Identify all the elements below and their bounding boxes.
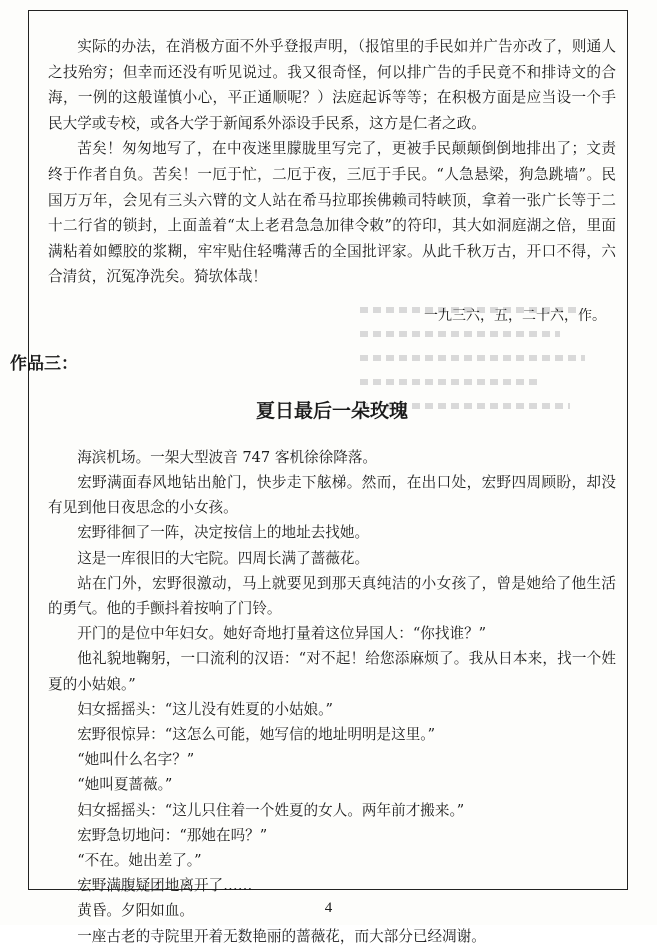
essay-paragraph-1: 实际的办法，在消极方面不外乎登报声明，（报馆里的手民如并广告亦改了，则通人之技殆穷；但幸而还没有听见说过。我又很奇怪，何以排广告的手民竟不和排诗文的合海，一例的这般谨慎小心，平正通顺呢？）法庭起诉等等；在积极方面是应当设一个手民大学或专校，或各大学于新闻系外添设手民系，这方是仁者之政。: [48, 38, 616, 132]
story-body: [48, 445, 616, 949]
story-paragraph: 宏野满腹疑团地离开了……: [77, 877, 253, 895]
story-paragraph: 宏野急切地问：“那她在吗？”: [77, 826, 268, 844]
story-paragraph: 宏野很惊异：“这怎么可能，她写信的地址明明是这里。”: [77, 725, 436, 743]
story-paragraph: “她叫什么名字？”: [77, 751, 195, 769]
story-paragraph: 妇女摇摇头：“这儿只住着一个姓夏的女人。两年前才搬来。”: [77, 801, 465, 819]
story-paragraph: 妇女摇摇头：“这儿没有姓夏的小姑娘。”: [77, 700, 333, 718]
story-paragraph: 海滨机场。一架大型波音 747 客机徐徐降落。: [77, 448, 378, 466]
story-paragraph: “她叫夏蔷薇。”: [77, 776, 173, 794]
essay-date: 一九三六，五，二十六，作。: [424, 307, 606, 324]
story-title: 夏日最后一朵玫瑰: [255, 400, 408, 423]
story-paragraph: 开门的是位中年妇女。她好奇地打量着这位异国人：“你找谁？”: [77, 625, 487, 643]
story-paragraph: 站在门外，宏野很激动，马上就要见到那天真纯洁的小女孩了，曾是她给了他生活的勇气。他的手颤抖着按响了门铃。: [48, 574, 616, 617]
essay-paragraph-2: 苦矣！匆匆地写了，在中夜迷里朦胧里写完了，更被手民颠颠倒倒地排出了；文责终于作者自负。苦矣！一厄于忙，二厄于夜，三厄于手民。“人急悬梁，狗急跳墙”。民国万万年，会见有三头六臂的文人站在希马拉耶挨佛赖司特峡顶，拿着一张广长等于二十二行省的锁封，上面盖着“太上老君急急加律令敕”的符印，其大如洞庭湖之倍，里面满粘着如鳔胶的浆糊，牢牢贴住轻嘴薄舌的全国批评家。从此千秋万古，开口不得，六合清贫，沉冤净洗矣。猗欤体哉！: [48, 140, 616, 286]
page-number: 4: [324, 900, 333, 916]
story-paragraph: 他礼貌地鞠躬，一口流利的汉语：“对不起！给您添麻烦了。我从日本来，找一个姓夏的小姑娘。”: [48, 650, 616, 693]
page-content: [10, 34, 616, 949]
story-paragraph: 一座古老的寺院里开着无数艳丽的蔷薇花，而大部分已经凋谢。: [77, 927, 486, 945]
story-paragraph: 宏野满面春风地钻出舱门，快步走下舷梯。然而，在出口处，宏野四周顾盼，却没有见到他日夜思念的小女孩。: [48, 473, 616, 517]
story-paragraph: “不在。她出差了。”: [77, 851, 202, 869]
story-paragraph: 这是一库很旧的大宅院。四周长满了蔷薇花。: [77, 549, 370, 567]
story-paragraph: 宏野徘徊了一阵，决定按信上的地址去找她。: [77, 524, 370, 542]
section-heading: 作品三：: [10, 353, 78, 374]
story-paragraph: 黄昏。夕阳如血。: [77, 902, 194, 920]
